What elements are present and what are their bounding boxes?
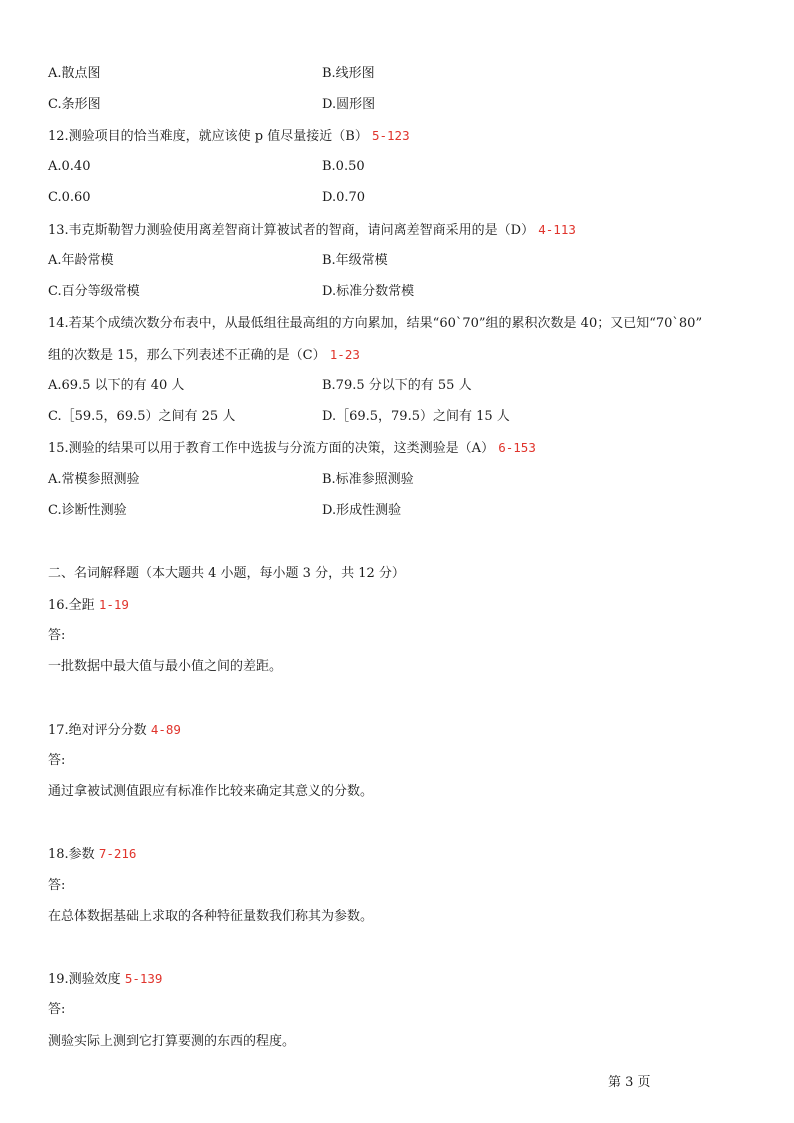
- answer-option: A.散点图: [48, 66, 101, 81]
- answer-option: A.常模参照测验: [48, 472, 140, 487]
- question-text: [48, 221, 576, 240]
- answer-text: [48, 1001, 65, 1019]
- line-text: 17.绝对评分分数: [48, 723, 147, 738]
- question-text: [48, 439, 536, 458]
- reference-code: 6-153: [498, 440, 536, 455]
- line-text: 14.若某个成绩次数分布表中，从最低组往最高组的方向累加，结果“60`70”组的累积次数是 40；又已知“70`80”: [48, 316, 703, 331]
- line-text: 在总体数据基础上求取的各种特征量数我们称其为参数。: [48, 909, 374, 924]
- answer-option: B.标准参照测验: [322, 472, 414, 487]
- answer-text: [48, 658, 282, 676]
- reference-code: 5-139: [124, 971, 163, 986]
- reference-code: 4-89: [150, 722, 181, 737]
- section-heading: [48, 565, 405, 583]
- line-text: 组的次数是 15，那么下列表述不正确的是（C）: [48, 348, 326, 363]
- answer-option: A.0.40: [48, 159, 91, 174]
- answer-option: C.百分等级常模: [48, 284, 140, 299]
- line-text: 15.测验的结果可以用于教育工作中选拔与分流方面的决策，这类测验是（A）: [48, 441, 495, 456]
- question-text: [48, 596, 129, 615]
- question-text: [48, 346, 360, 365]
- reference-code: 1-19: [98, 597, 129, 612]
- line-text: 一批数据中最大值与最小值之间的差距。: [48, 659, 283, 674]
- question-text: [48, 315, 702, 333]
- question-text: [48, 721, 181, 740]
- line-text: 18.参数: [48, 847, 95, 862]
- line-text: 12.测验项目的恰当难度，就应该使 p 值尽量接近（B）: [48, 129, 368, 144]
- answer-text: [48, 877, 65, 895]
- reference-code: 7-216: [98, 846, 137, 861]
- line-text: 16.全距: [48, 598, 95, 613]
- reference-code: 1-23: [329, 347, 360, 362]
- answer-option: D.0.70: [322, 190, 366, 205]
- answer-option: B.年级常模: [322, 253, 388, 268]
- answer-option: C.0.60: [48, 190, 91, 205]
- answer-text: [48, 627, 65, 645]
- answer-option: A.69.5 以下的有 40 人: [48, 378, 185, 393]
- line-text: 测验实际上测到它打算要测的东西的程度。: [48, 1034, 296, 1049]
- question-text: [48, 970, 162, 989]
- line-text: 答:: [48, 1002, 66, 1017]
- answer-option: C.诊断性测验: [48, 503, 127, 518]
- line-text: 答:: [48, 753, 66, 768]
- answer-option: B.0.50: [322, 159, 365, 174]
- answer-option: A.年龄常模: [48, 253, 114, 268]
- answer-text: [48, 783, 373, 801]
- page-number: 第 3 页: [608, 1075, 651, 1090]
- line-text: 19.测验效度: [48, 972, 121, 987]
- question-text: [48, 127, 410, 146]
- answer-text: [48, 1033, 295, 1051]
- reference-code: 4-113: [538, 222, 576, 237]
- answer-text: [48, 752, 65, 770]
- line-text: 13.韦克斯勒智力测验使用离差智商计算被试者的智商，请问离差智商采用的是（D）: [48, 223, 535, 238]
- line-text: 通过拿被试测值跟应有标准作比较来确定其意义的分数。: [48, 784, 374, 799]
- question-text: [48, 845, 136, 864]
- answer-option: D.形成性测验: [322, 503, 402, 518]
- answer-text: [48, 908, 373, 926]
- answer-option: D.标准分数常模: [322, 284, 415, 299]
- answer-option: B.线形图: [322, 66, 375, 81]
- answer-option: D.［69.5，79.5）之间有 15 人: [322, 409, 510, 424]
- answer-option: C.［59.5，69.5）之间有 25 人: [48, 409, 236, 424]
- line-text: 答:: [48, 878, 66, 893]
- answer-option: D.圆形图: [322, 97, 376, 112]
- reference-code: 5-123: [371, 128, 410, 143]
- answer-option: B.79.5 分以下的有 55 人: [322, 378, 472, 393]
- answer-option: C.条形图: [48, 97, 101, 112]
- line-text: 二、名词解释题（本大题共 4 小题，每小题 3 分，共 12 分）: [48, 566, 405, 581]
- line-text: 答:: [48, 628, 66, 643]
